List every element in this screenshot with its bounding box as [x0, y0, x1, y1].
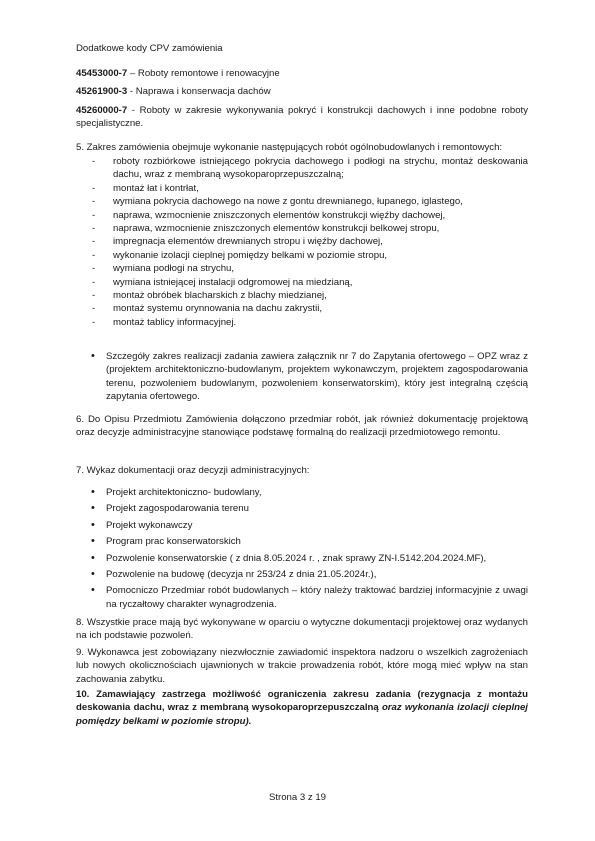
list-item: - montaż łat i kontrłat, — [90, 182, 528, 195]
page-number: Strona 3 z 19 — [268, 792, 327, 803]
list-item: - naprawa, wzmocnienie zniszczonych elementów konstrukcji więźby dachowej, — [90, 209, 528, 222]
scope-list — [90, 155, 528, 329]
list-item: - wykonanie izolacji cieplnej pomiędzy belkami w poziomie stropu, — [90, 249, 528, 262]
list-item: - wymiana podłogi na strychu, — [90, 262, 528, 275]
list-item: • Pozwolenie konserwatorskie ( z dnia 8.05.2024 r. , znak sprawy ZN-I.5142.204.2024.MF), — [90, 552, 528, 565]
cpv-code: 45453000-7 — [76, 68, 128, 79]
cpv-item — [76, 85, 528, 98]
paragraph-8: 8. Wszystkie prace mają być wykonywane w oparciu o wytyczne dokumentacji projektowej oraz wydanych na ich podstawie pozwoleń. — [76, 617, 528, 642]
cpv-code: 45260000-7 — [76, 105, 128, 116]
list-item: • Projekt zagospodarowania terenu — [90, 502, 528, 515]
list-item: • Program prac konserwatorskich — [90, 535, 528, 548]
cpv-desc: - Naprawa i konserwacja dachów — [127, 86, 271, 97]
list-item: - impregnacja elementów drewnianych stropu i więźby dachowej, — [90, 235, 528, 248]
cpv-desc: – Roboty remontowe i renowacyjne — [127, 68, 280, 79]
list-item: - wymiana istniejącej instalacji odgromowej na miedzianą, — [90, 276, 528, 289]
cpv-code: 45261900-3 — [76, 86, 128, 97]
paragraph-10-number: 10. — [76, 689, 97, 700]
list-item: - montaż systemu orynnowania na dachu zakrystii, — [90, 302, 528, 315]
list-item: - roboty rozbiórkowe istniejącego pokrycia dachowego i podłogi na strychu, montaż deskowania dachu, wraz z membraną wysokoparoprzepuszczalną; — [90, 155, 528, 182]
docs-list — [90, 486, 528, 611]
list-item: • Pomocniczo Przedmiar robót budowlanych – który należy traktować bardziej informacyjnie z uwagi na ryczałtowy charakter wynagrodzenia. — [90, 584, 528, 611]
scope-intro: 5. Zakres zamówienia obejmuje wykonanie następujących robót ogólnobudowlanych i remontowych: — [76, 142, 503, 153]
paragraph-10-bold: Zamawiający zastrzega możliwość ograniczenia zakresu zadania (rezygnacja z montażu deskowania dachu, wraz z membraną wysokoparoprzepuszczalną — [76, 689, 528, 714]
cpv-desc: - Roboty w zakresie wykonywania pokryć i konstrukcji dachowych i inne podobne roboty specjalistyczne. — [76, 105, 528, 130]
list-item: - montaż obróbek blacharskich z blachy miedzianej, — [90, 289, 528, 302]
scope-details-list — [90, 350, 528, 404]
paragraph-6: 6. Do Opisu Przedmiotu Zamówienia dołączono przedmiar robót, jak również dokumentację projektową oraz decyzje administracyjne stanowiące podstawę formalną do realizacji przedmiotowego remontu. — [76, 414, 528, 439]
list-item: - wymiana pokrycia dachowego na nowe z gontu drewnianego, łupanego, iglastego, — [90, 195, 528, 208]
list-item: • Szczegóły zakres realizacji zadania zawiera załącznik nr 7 do Zapytania ofertowego – OPZ wraz z (projektem architektoniczno-budowlanym, projektem wykonawczym, projektem zagospodarowania terenu, pozwoleniem budowlanym, pozwoleniem konserwatorskim), który jest integralną częścią zapytania ofertowego. — [90, 350, 528, 404]
list-item: - naprawa, wzmocnienie zniszczonych elementów konstrukcji belkowej stropu, — [90, 222, 528, 235]
list-item: • Projekt wykonawczy — [90, 519, 528, 532]
cpv-item — [76, 104, 528, 131]
list-item: • Projekt architektoniczno- budowlany, — [90, 486, 528, 499]
cpv-heading: Dodatkowe kody CPV zamówienia — [76, 43, 223, 54]
list-item: • Pozwolenie na budowę (decyzja nr 253/24 z dnia 21.05.2024r.), — [90, 568, 528, 581]
cpv-item — [76, 67, 528, 80]
docs-intro: 7. Wykaz dokumentacji oraz decyzji administracyjnych: — [76, 465, 310, 476]
paragraph-9: 9. Wykonawca jest zobowiązany niezwłocznie zawiadomić inspektora nadzoru o wszelkich zagrożeniach lub nowych okolicznościach ujawnionych w trakcie prowadzenia robót, które mogą mieć wpływ na stan zachowania zabytku. — [76, 647, 528, 685]
paragraph-10-bold-italic: oraz wykonania izolacji cieplnej pomiędzy belkami w poziomie stropu). — [76, 702, 528, 727]
paragraph-10 — [76, 688, 528, 728]
list-item: - montaż tablicy informacyjnej. — [90, 316, 528, 329]
